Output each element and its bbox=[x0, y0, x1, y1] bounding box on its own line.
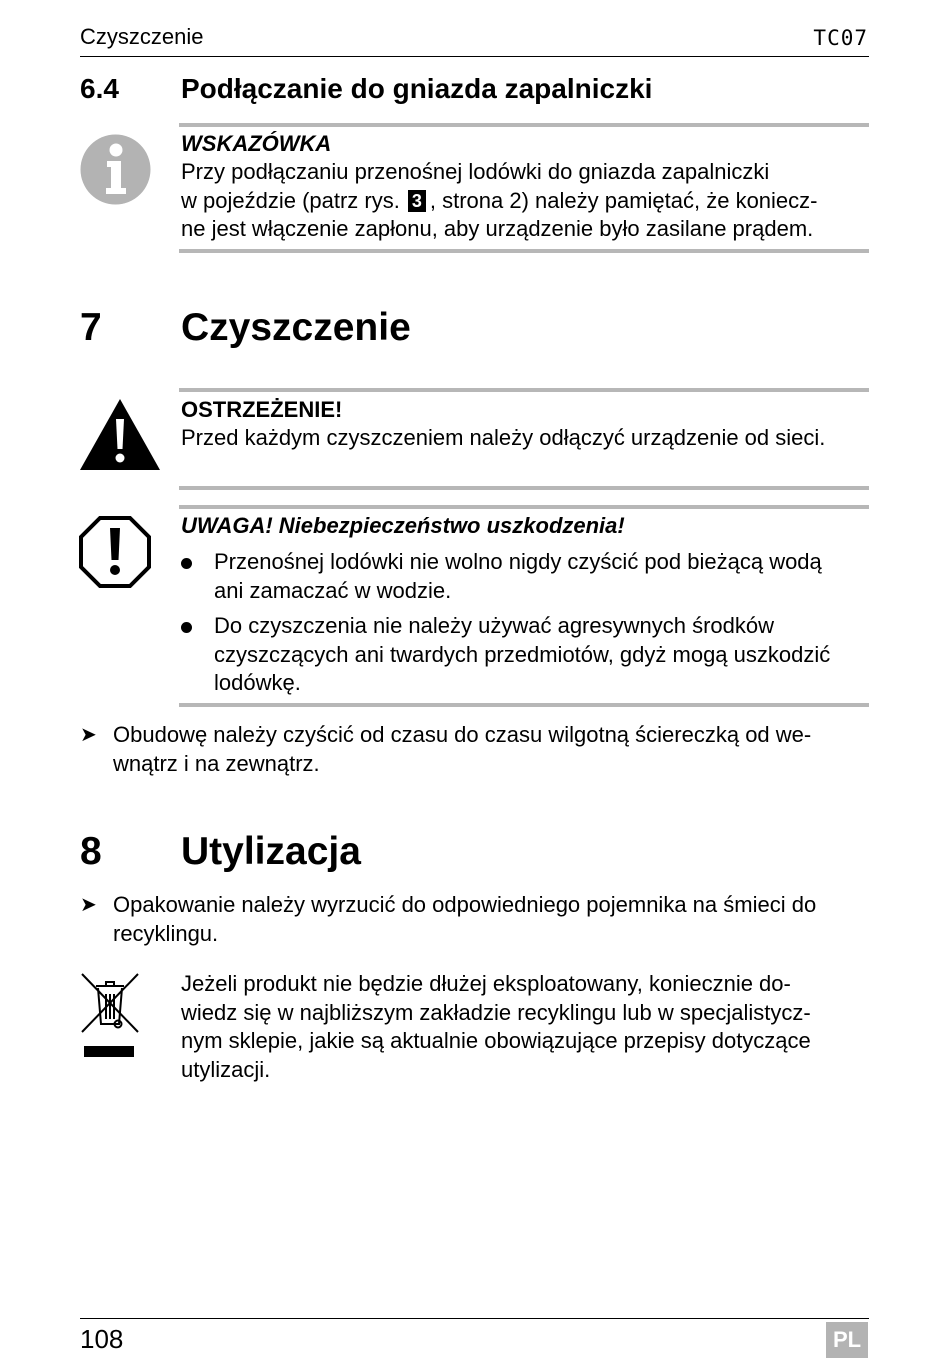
arrow-right-icon: ➤ bbox=[80, 894, 97, 916]
section-8-number: 8 bbox=[80, 830, 102, 873]
bullet-line: ani zamaczać w wodzie. bbox=[214, 577, 452, 603]
figure-reference-badge: 3 bbox=[408, 190, 426, 212]
header-rule bbox=[80, 56, 869, 57]
note-bottom-rule bbox=[179, 249, 869, 253]
warning-top-rule bbox=[179, 388, 869, 392]
step-line: recyklingu. bbox=[113, 920, 219, 946]
disposal-text bbox=[181, 970, 871, 1084]
running-header-title: Czyszczenie bbox=[80, 24, 204, 49]
step-text bbox=[113, 721, 873, 778]
instruction-step bbox=[80, 891, 870, 949]
disposal-line: Jeżeli produkt nie będzie dłużej eksploatowany, koniecznie do- bbox=[181, 971, 791, 996]
warning-label: OSTRZEŻENIE! bbox=[181, 397, 343, 422]
bullet-dot bbox=[181, 622, 192, 633]
bullet-text bbox=[214, 612, 874, 698]
running-header-model: TC07 bbox=[813, 26, 868, 50]
section-7-title: Czyszczenie bbox=[181, 306, 411, 349]
arrow-right-icon: ➤ bbox=[80, 724, 97, 746]
note-line: Przy podłączaniu przenośnej lodówki do gniazda zapalniczki bbox=[181, 159, 770, 184]
note-line bbox=[181, 187, 871, 216]
bullet-item bbox=[181, 548, 871, 606]
step-text bbox=[113, 891, 873, 948]
caution-bottom-rule bbox=[179, 703, 869, 707]
step-line: wnątrz i na zewnątrz. bbox=[113, 750, 320, 776]
caution-label: UWAGA! Niebezpieczeństwo uszkodzenia! bbox=[181, 513, 625, 538]
bullet-item bbox=[181, 612, 871, 698]
instruction-step bbox=[80, 721, 870, 779]
note-line-part: , strona 2) należy pamiętać, że koniecz- bbox=[429, 187, 818, 213]
note-text bbox=[181, 158, 871, 244]
disposal-line: nym sklepie, jakie są aktualnie obowiązujące przepisy dotyczące bbox=[181, 1028, 811, 1053]
bullet-line: czyszczących ani twardych przedmiotów, gdyż mogą uszkodzić bbox=[214, 641, 831, 667]
section-6-4-number: 6.4 bbox=[80, 73, 119, 104]
step-line: Opakowanie należy wyrzucić do odpowiedniego pojemnika na śmieci do bbox=[113, 892, 817, 917]
step-line: Obudowę należy czyścić od czasu do czasu wilgotną ściereczką od we- bbox=[113, 722, 812, 747]
info-icon bbox=[80, 134, 151, 205]
language-badge: PL bbox=[826, 1322, 868, 1358]
bullet-line: Przenośnej lodówki nie wolno nigdy czyścić pod bieżącą wodą bbox=[214, 549, 822, 574]
disposal-line: utylizacji. bbox=[181, 1056, 271, 1082]
caution-octagon-icon bbox=[79, 516, 151, 588]
caution-top-rule bbox=[179, 505, 869, 509]
note-label: WSKAZÓWKA bbox=[181, 131, 332, 156]
note-top-rule bbox=[179, 123, 869, 127]
warning-bottom-rule bbox=[179, 486, 869, 490]
section-7-number: 7 bbox=[80, 306, 102, 349]
bullet-dot bbox=[181, 558, 192, 569]
bullet-line: Do czyszczenia nie należy używać agresywnych środków bbox=[214, 613, 775, 638]
weee-bin-icon bbox=[80, 972, 140, 1060]
page-number: 108 bbox=[80, 1324, 124, 1354]
warning-text: Przed każdym czyszczeniem należy odłączyć urządzenie od sieci. bbox=[181, 425, 826, 450]
bullet-line: lodówkę. bbox=[214, 670, 301, 695]
bullet-text bbox=[214, 548, 874, 605]
section-6-4-title: Podłączanie do gniazda zapalniczki bbox=[181, 73, 653, 104]
warning-triangle-icon bbox=[80, 399, 160, 470]
disposal-line: wiedz się w najbliższym zakładzie recyklingu lub w specjalistycz- bbox=[181, 999, 811, 1025]
footer-rule bbox=[80, 1318, 869, 1319]
note-line: ne jest włączenie zapłonu, aby urządzenie było zasilane prądem. bbox=[181, 216, 814, 241]
note-line-part: w pojeździe (patrz rys. bbox=[181, 187, 400, 213]
section-8-title: Utylizacja bbox=[181, 830, 361, 873]
